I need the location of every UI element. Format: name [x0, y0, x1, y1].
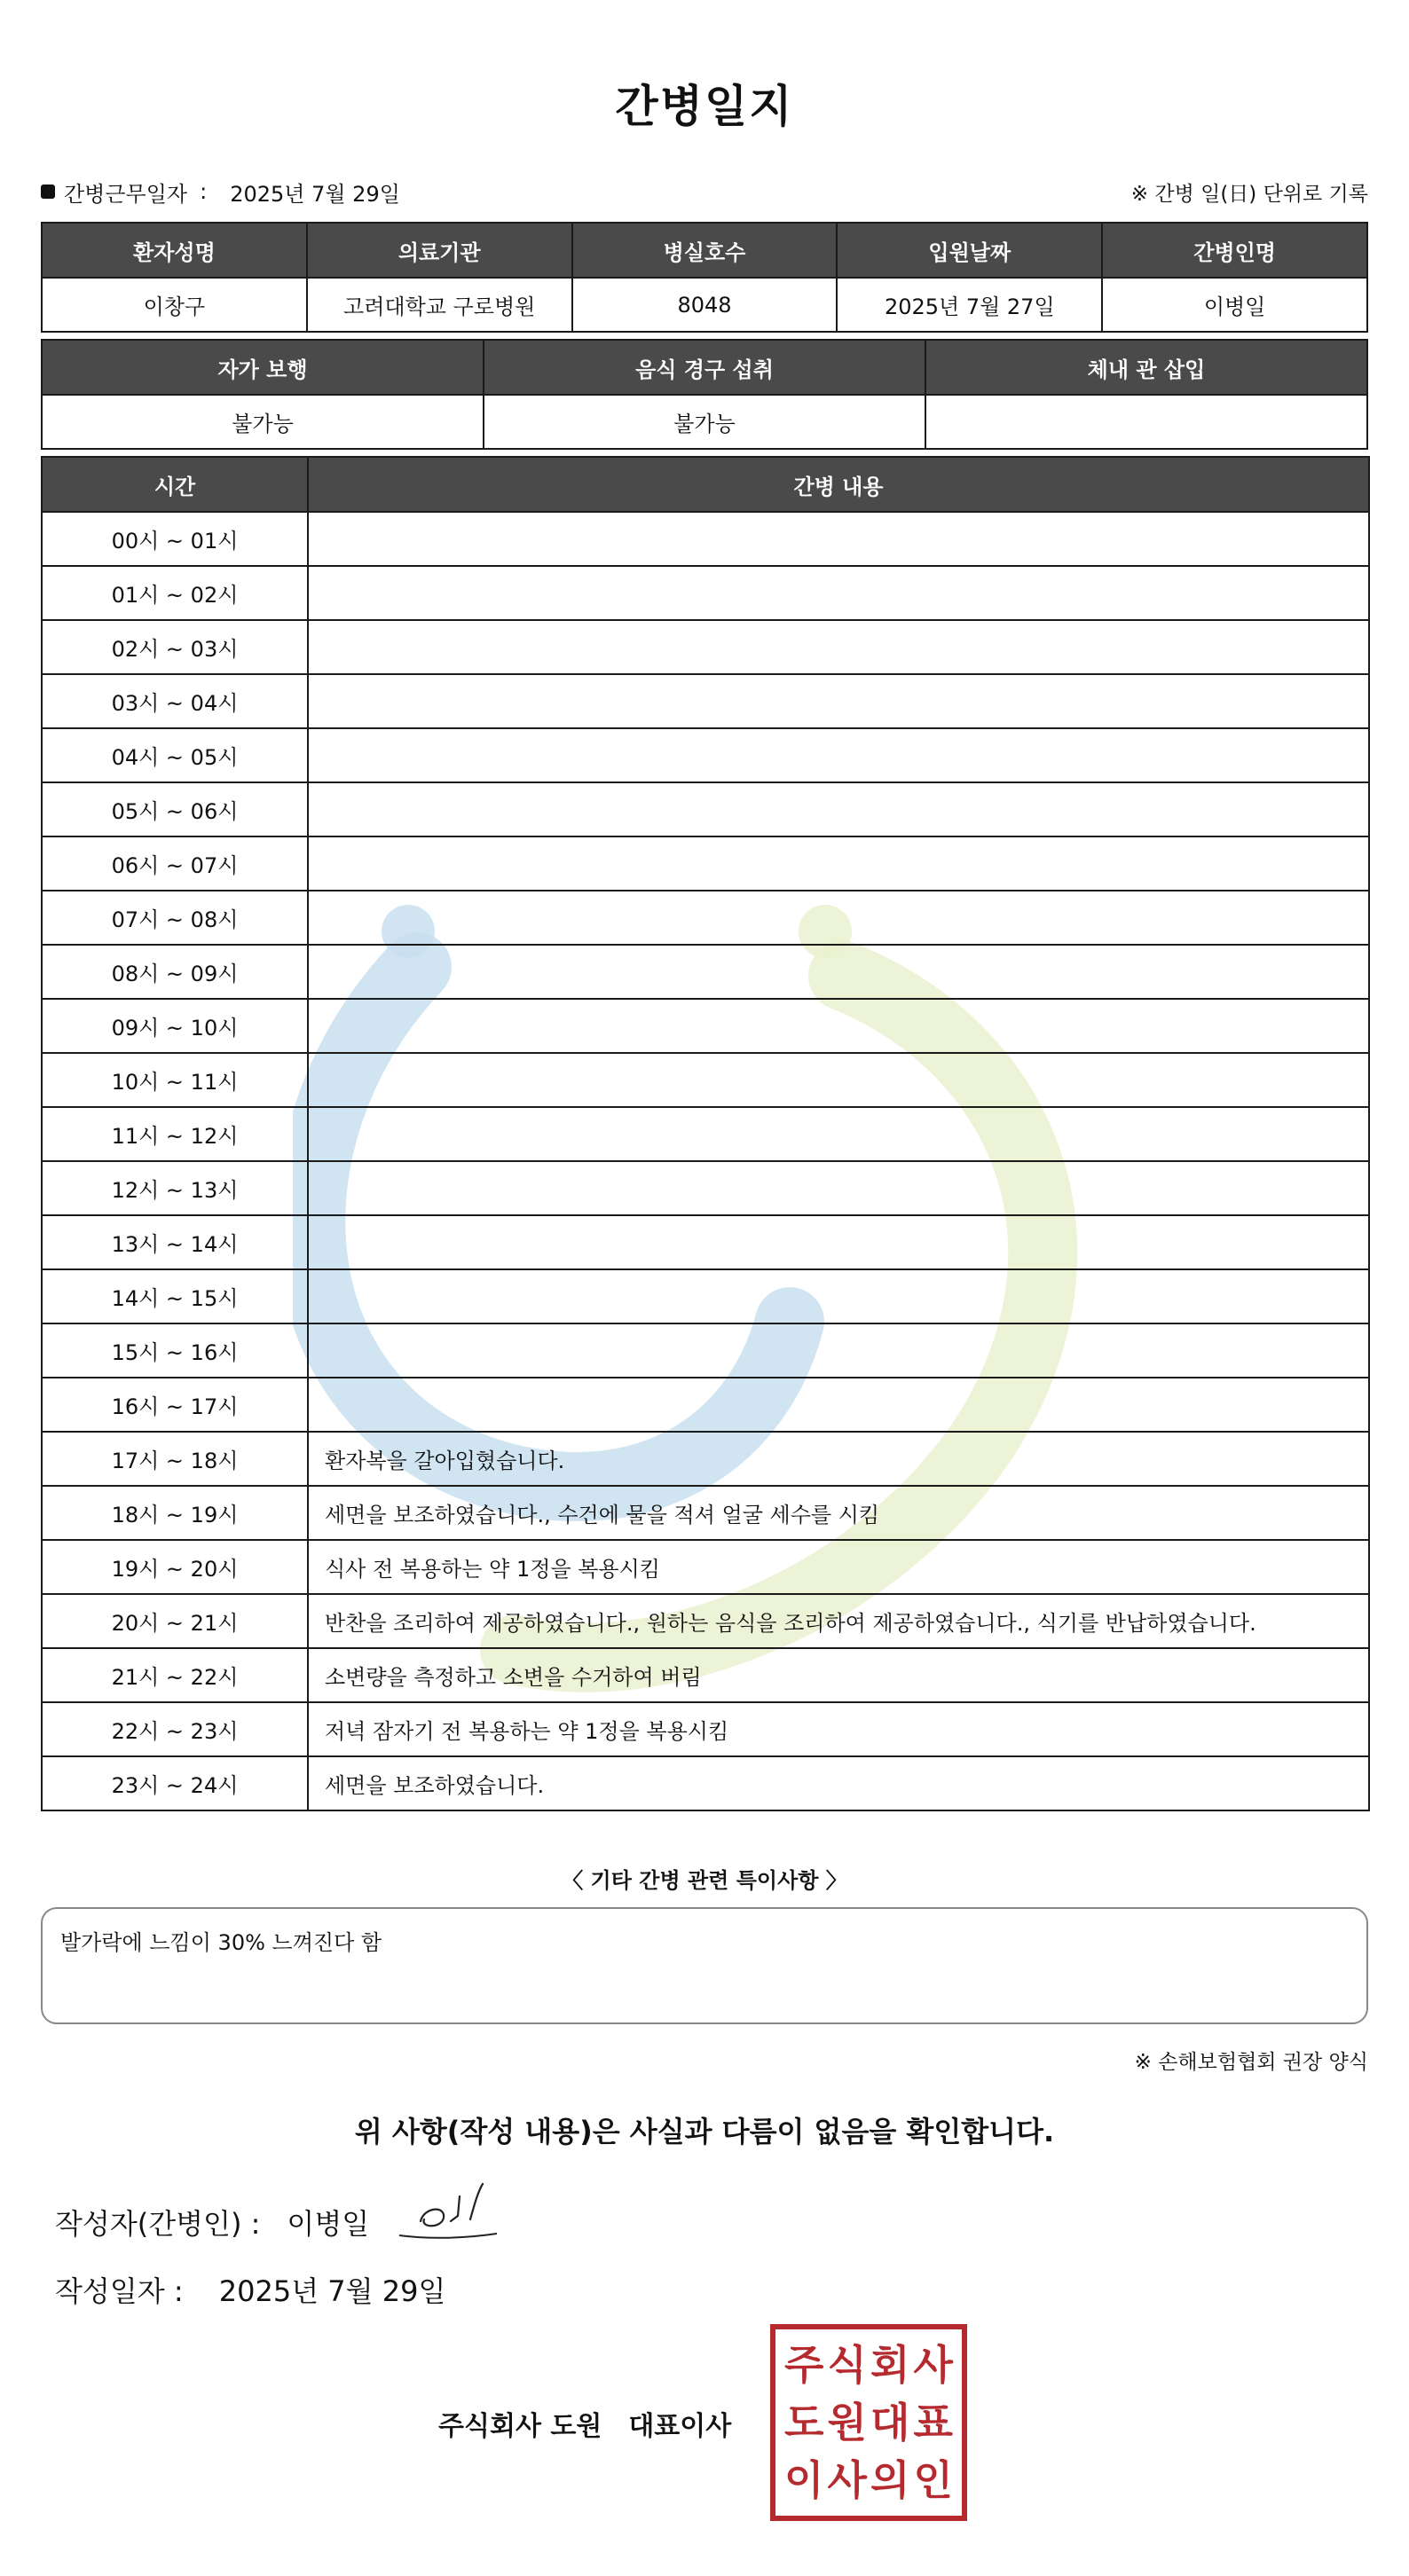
remarks-box	[41, 1907, 1368, 2024]
table-row	[42, 891, 1369, 945]
written-date-value: 2025년 7월 29일	[218, 2274, 446, 2308]
table-row	[42, 945, 1369, 999]
table-row	[42, 1702, 1369, 1756]
header-admission-date: 입원날짜	[837, 223, 1102, 278]
table-row	[42, 1540, 1369, 1594]
table-row	[42, 1648, 1369, 1702]
condition-table	[41, 339, 1368, 450]
stamp-char: 이	[784, 2455, 824, 2504]
content-cell: 저녁 잠자기 전 복용하는 약 1정을 복용시킴	[308, 1702, 1369, 1756]
stamp-char: 사	[827, 2455, 867, 2504]
content-cell	[308, 1378, 1369, 1432]
patient-name: 이창구	[42, 278, 307, 332]
company-seal-stamp	[770, 2324, 967, 2521]
time-cell: 01시 ~ 02시	[42, 566, 308, 620]
table-row	[42, 1432, 1369, 1486]
stamp-char: 원	[827, 2398, 867, 2446]
written-date-label: 작성일자 :	[55, 2274, 184, 2308]
content-cell: 세면을 보조하였습니다., 수건에 물을 적셔 얼굴 세수를 시킴	[308, 1486, 1369, 1540]
stamp-char: 사	[913, 2341, 953, 2390]
time-cell: 08시 ~ 09시	[42, 945, 308, 999]
content-cell	[308, 836, 1369, 891]
work-date-label: 간병근무일자	[64, 181, 188, 207]
content-cell	[308, 512, 1369, 566]
time-cell: 06시 ~ 07시	[42, 836, 308, 891]
form-note: ※ 손해보험협회 권장 양식	[1134, 2051, 1368, 2074]
content-cell: 세면을 보조하였습니다.	[308, 1756, 1369, 1810]
content-cell	[308, 566, 1369, 620]
writer-name: 이병일	[287, 2207, 370, 2241]
care-log-table	[41, 456, 1370, 1811]
time-cell: 19시 ~ 20시	[42, 1540, 308, 1594]
record-unit-note: ※ 간병 일(日) 단위로 기록	[1130, 182, 1368, 206]
time-cell: 05시 ~ 06시	[42, 782, 308, 836]
table-row	[42, 1107, 1369, 1161]
patient-info-table	[41, 222, 1368, 333]
table-row	[42, 1215, 1369, 1269]
written-date-line	[55, 2269, 445, 2310]
time-cell: 04시 ~ 05시	[42, 728, 308, 782]
table-row	[42, 1161, 1369, 1215]
table-row	[42, 1269, 1369, 1323]
header-caregiver-name: 간병인명	[1102, 223, 1367, 278]
remarks-title: 〈 기타 간병 관련 특이사항 〉	[562, 1868, 847, 1893]
room-number: 8048	[572, 278, 838, 332]
table-row	[42, 512, 1369, 566]
stamp-char: 의	[870, 2455, 910, 2504]
company-line	[438, 2404, 731, 2443]
stamp-char: 대	[870, 2398, 910, 2446]
time-cell: 02시 ~ 03시	[42, 620, 308, 674]
header-room: 병실호수	[572, 223, 838, 278]
time-cell: 03시 ~ 04시	[42, 674, 308, 728]
time-cell: 16시 ~ 17시	[42, 1378, 308, 1432]
time-cell: 18시 ~ 19시	[42, 1486, 308, 1540]
content-cell	[308, 999, 1369, 1053]
time-cell: 07시 ~ 08시	[42, 891, 308, 945]
content-cell: 소변량을 측정하고 소변을 수거하여 버림	[308, 1648, 1369, 1702]
time-cell: 22시 ~ 23시	[42, 1702, 308, 1756]
admission-date: 2025년 7월 27일	[837, 278, 1102, 332]
time-cell: 00시 ~ 01시	[42, 512, 308, 566]
header-patient-name: 환자성명	[42, 223, 307, 278]
content-cell	[308, 728, 1369, 782]
content-cell	[308, 674, 1369, 728]
time-cell: 13시 ~ 14시	[42, 1215, 308, 1269]
time-cell: 17시 ~ 18시	[42, 1432, 308, 1486]
header-oral-intake: 음식 경구 섭취	[484, 340, 925, 395]
time-cell: 11시 ~ 12시	[42, 1107, 308, 1161]
company-name: 주식회사 도원	[438, 2411, 602, 2442]
content-cell: 반찬을 조리하여 제공하였습니다., 원하는 음식을 조리하여 제공하였습니다., 식기를 반납하였습니다.	[308, 1594, 1369, 1648]
header-care-content: 간병 내용	[308, 457, 1369, 512]
table-row	[42, 1323, 1369, 1378]
content-cell	[308, 945, 1369, 999]
stamp-char: 도	[784, 2398, 824, 2446]
page-title: 간병일지	[615, 81, 794, 132]
time-cell: 15시 ~ 16시	[42, 1323, 308, 1378]
table-row	[42, 999, 1369, 1053]
tube-value	[925, 395, 1367, 449]
stamp-char: 식	[827, 2341, 867, 2390]
walking-value: 불가능	[42, 395, 484, 449]
stamp-char: 인	[913, 2455, 953, 2504]
time-cell: 09시 ~ 10시	[42, 999, 308, 1053]
content-cell	[308, 1215, 1369, 1269]
work-date-value: 2025년 7월 29일	[230, 181, 400, 207]
signature-icon	[382, 2180, 523, 2251]
time-cell: 10시 ~ 11시	[42, 1053, 308, 1107]
header-tube: 체내 관 삽입	[925, 340, 1367, 395]
content-cell	[308, 891, 1369, 945]
content-cell: 환자복을 갈아입혔습니다.	[308, 1432, 1369, 1486]
table-row	[42, 1594, 1369, 1648]
confirmation-statement: 위 사항(작성 내용)은 사실과 다름이 없음을 확인합니다.	[354, 2115, 1055, 2148]
header-walking: 자가 보행	[42, 340, 484, 395]
table-row	[42, 782, 1369, 836]
time-cell: 23시 ~ 24시	[42, 1756, 308, 1810]
table-row	[42, 1756, 1369, 1810]
time-cell: 20시 ~ 21시	[42, 1594, 308, 1648]
bullet-square-icon	[41, 185, 55, 199]
writer-label: 작성자(간병인) :	[55, 2207, 261, 2241]
work-date	[41, 177, 400, 208]
time-cell: 21시 ~ 22시	[42, 1648, 308, 1702]
company-role: 대표이사	[628, 2411, 732, 2442]
content-cell	[308, 1269, 1369, 1323]
stamp-char: 주	[784, 2341, 824, 2390]
oral-intake-value: 불가능	[484, 395, 925, 449]
table-row	[42, 674, 1369, 728]
separator: :	[200, 179, 208, 204]
hospital: 고려대학교 구로병원	[307, 278, 572, 332]
table-row	[42, 1053, 1369, 1107]
writer-line	[55, 2202, 369, 2242]
header-time: 시간	[42, 457, 308, 512]
table-row	[42, 620, 1369, 674]
content-cell	[308, 1323, 1369, 1378]
header-hospital: 의료기관	[307, 223, 572, 278]
time-cell: 12시 ~ 13시	[42, 1161, 308, 1215]
content-cell	[308, 782, 1369, 836]
content-cell	[308, 1053, 1369, 1107]
content-cell	[308, 1161, 1369, 1215]
meta-row	[41, 176, 1368, 208]
stamp-char: 회	[870, 2341, 910, 2390]
table-row	[42, 1486, 1369, 1540]
table-row	[42, 728, 1369, 782]
time-cell: 14시 ~ 15시	[42, 1269, 308, 1323]
table-row	[42, 566, 1369, 620]
table-row	[42, 836, 1369, 891]
content-cell: 식사 전 복용하는 약 1정을 복용시킴	[308, 1540, 1369, 1594]
content-cell	[308, 1107, 1369, 1161]
stamp-char: 표	[913, 2398, 953, 2446]
content-cell	[308, 620, 1369, 674]
caregiver-name: 이병일	[1102, 278, 1367, 332]
table-row	[42, 1378, 1369, 1432]
remarks-text: 발가락에 느낌이 30% 느껴진다 함	[60, 1930, 382, 1955]
